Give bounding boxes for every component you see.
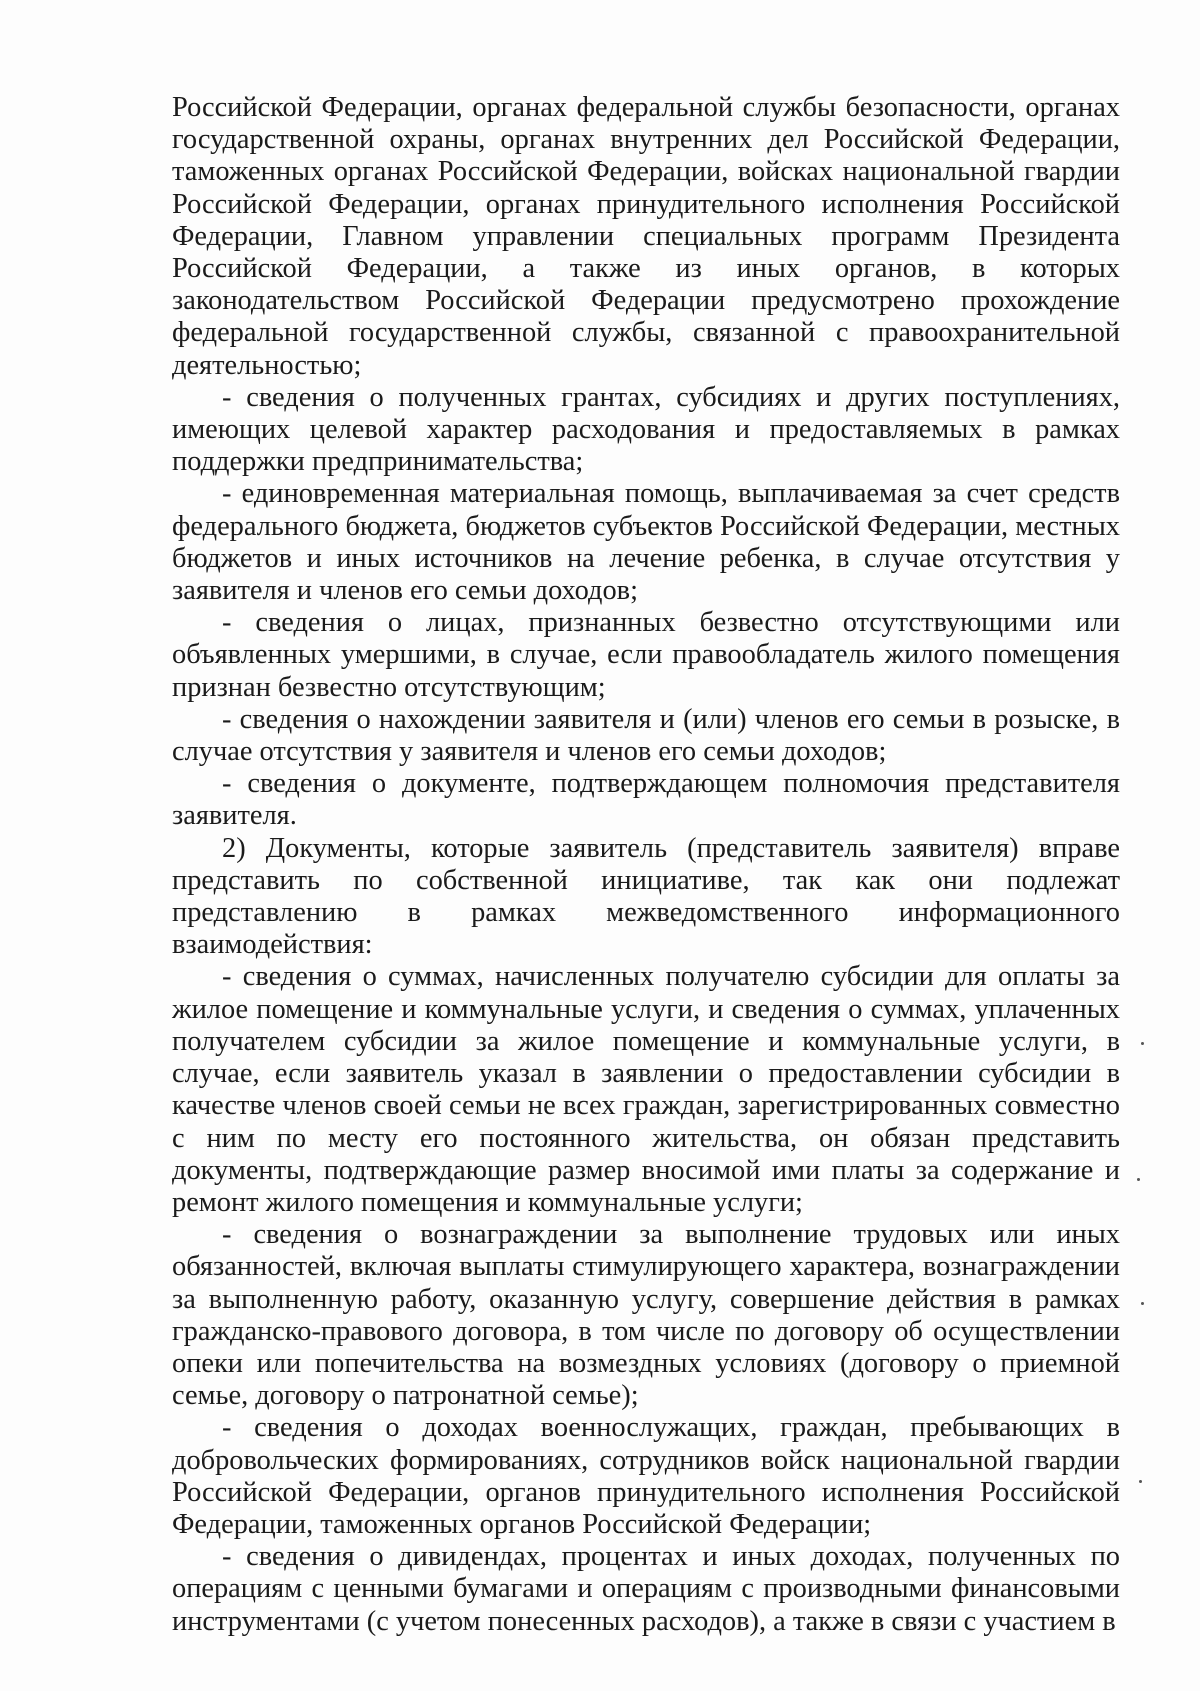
document-body <box>172 92 1120 1638</box>
paragraph-remuneration: - сведения о вознаграждении за выполнение трудовых или иных обязанностей, включая выплаты стимулирующего характера, вознаграждении за выполненную работу, оказанную услугу, совершение действия в рамках гражданско-правового договора, в том числе по договору об осуществлении опеки или попечительства на возмездных условиях (договору о приемной семье, договору о патронатной семье); <box>172 1219 1120 1412</box>
scan-speck <box>1141 1302 1144 1305</box>
paragraph-dividends: - сведения о дивидендах, процентах и иных доходах, полученных по операциям с ценными бумагами и операциям с производными финансовыми инструментами (с учетом понесенных расходов), а также в связи с участием в <box>172 1541 1120 1637</box>
paragraph-section-2: 2) Документы, которые заявитель (представитель заявителя) вправе представить по собственной инициативе, так как они подлежат представлению в рамках межведомственного информационного взаимодействия: <box>172 832 1120 961</box>
scan-speck <box>1137 1178 1140 1181</box>
paragraph-material-aid: - единовременная материальная помощь, выплачиваемая за счет средств федерального бюджета, бюджетов субъектов Российской Федерации, местных бюджетов и иных источников на лечение ребенка, в случае отсутствия у заявителя и членов его семьи доходов; <box>172 478 1120 607</box>
scan-speck <box>1141 1042 1144 1045</box>
paragraph-grants: - сведения о полученных грантах, субсидиях и других поступлениях, имеющих целевой характер расходования и предоставляемых в рамках поддержки предпринимательства; <box>172 381 1120 478</box>
paragraph-representative: - сведения о документе, подтверждающем полномочия представителя заявителя. <box>172 768 1120 832</box>
paragraph-utility-payments: - сведения о суммах, начисленных получателю субсидии для оплаты за жилое помещение и коммунальные услуги, и сведения о суммах, уплаченных получателем субсидии за жилое помещение и коммунальные услуги, в случае, если заявитель указал в заявлении о предоставлении субсидии в качестве членов своей семьи не всех граждан, зарегистрированных совместно с ним по месту его постоянного жительства, он обязан представить документы, подтверждающие размер вносимой ими платы за содержание и ремонт жилого помещения и коммунальные услуги; <box>172 961 1120 1218</box>
paragraph-military-income: - сведения о доходах военнослужащих, граждан, пребывающих в добровольческих формированиях, сотрудников войск национальной гвардии Российской Федерации, органов принудительного исполнения Российской Федерации, таможенных органов Российской Федерации; <box>172 1412 1120 1540</box>
scan-speck <box>1139 1480 1142 1483</box>
paragraph-missing-persons: - сведения о лицах, признанных безвестно отсутствующими или объявленных умершими, в случае, если правообладатель жилого помещения признан безвестно отсутствующим; <box>172 607 1120 703</box>
paragraph-continuation: Российской Федерации, органах федеральной службы безопасности, органах государственной охраны, органах внутренних дел Российской Федерации, таможенных органах Российской Федерации, войсках национальной гвардии Российской Федерации, органах принудительного исполнения Российской Федерации, Главном управлении специальных программ Президента Российской Федерации, а также из иных органов, в которых законодательством Российской Федерации предусмотрено прохождение федеральной государственной службы, связанной с правоохранительной деятельностью; <box>172 92 1120 381</box>
paragraph-wanted: - сведения о нахождении заявителя и (или) членов его семьи в розыске, в случае отсутствия у заявителя и членов его семьи доходов; <box>172 703 1120 768</box>
